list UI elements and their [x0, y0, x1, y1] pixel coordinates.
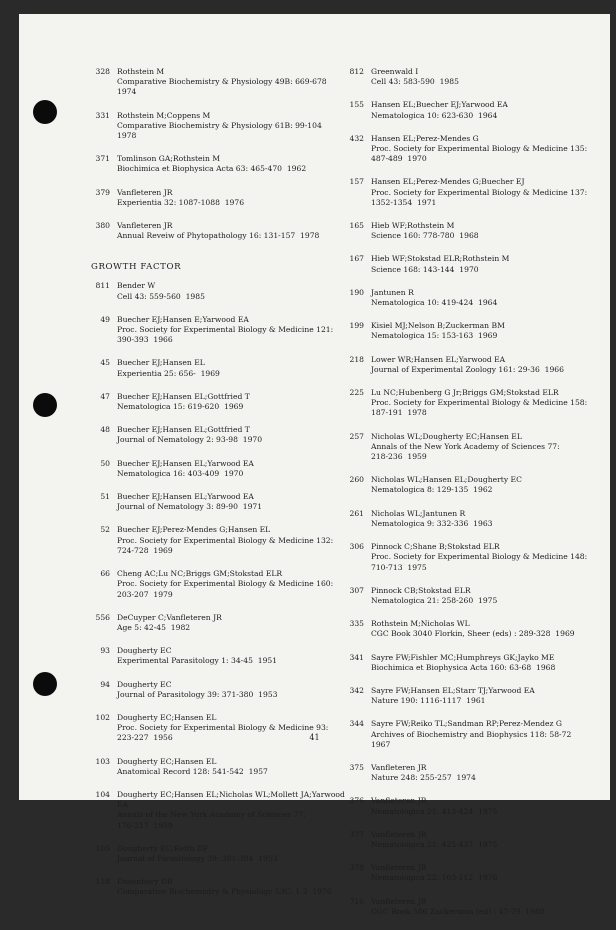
left-top-entry-list: [88, 67, 348, 241]
reference-entry: [342, 67, 604, 87]
reference-entry: [342, 432, 604, 463]
reference-number: 341: [349, 652, 364, 662]
reference-entry: [342, 288, 604, 308]
reference-citation: Archives of Biochemistry and Biophysics 118: 58-72: [371, 729, 572, 739]
reference-authors: Vanfleteren JR: [117, 221, 173, 231]
reference-number: 307: [349, 585, 364, 595]
reference-number: 811: [95, 281, 110, 291]
reference-authors: Dougherty EC: [117, 679, 172, 689]
reference-citation: Experientia 25: 656- 1969: [117, 368, 220, 378]
reference-number: 261: [349, 508, 364, 518]
reference-authors: Bender W: [117, 281, 156, 291]
reference-citation: Nematologica 15: 153-163 1969: [371, 331, 498, 341]
reference-authors: Buecher EJ;Hansen EL;Yarwood EA: [117, 458, 254, 468]
reference-entry: [88, 425, 348, 445]
reference-citation: Annual Reveiw of Phytopathology 16: 131-157 1978: [117, 231, 320, 241]
reference-entry: [88, 221, 348, 241]
reference-entry: [88, 525, 348, 556]
reference-entry: [88, 757, 348, 777]
reference-citation: Journal of Experimental Zoology 161: 29-36 1966: [371, 364, 564, 374]
reference-citation: Proc. Society for Experimental Biology & Medicine 121:: [117, 325, 334, 335]
reference-number: 47: [100, 391, 110, 401]
reference-number: 376: [349, 796, 364, 806]
reference-number: 342: [349, 685, 364, 695]
reference-citation: Cell 43: 559-560 1985: [117, 291, 205, 301]
reference-entry: [88, 569, 348, 600]
reference-number: 52: [100, 525, 110, 535]
reference-authors: Hieb WF;Stokstad ELR;Rothstein M: [371, 254, 510, 264]
reference-entry: [342, 134, 604, 165]
reference-entry: [342, 509, 604, 529]
reference-number: 716: [349, 896, 364, 906]
reference-authors: Vanfleteren JR: [371, 762, 427, 772]
punch-hole-top: [33, 100, 57, 124]
reference-citation: Proc. Society for Experimental Biology & Medicine 132:: [117, 535, 334, 545]
reference-entry: [88, 844, 348, 864]
reference-authors: Dougherty EC: [117, 646, 172, 656]
reference-number: 105: [95, 843, 110, 853]
reference-citation: 710-713 1975: [371, 562, 427, 572]
reference-citation: 1978: [117, 131, 137, 141]
reference-entry: [342, 619, 604, 639]
reference-number: 165: [349, 221, 364, 231]
document-page: [19, 14, 610, 916]
reference-citation: Journal of Nematology 2: 93-98 1970: [117, 435, 263, 445]
reference-authors: Nicholas WL;Jantunen R: [371, 508, 466, 518]
reference-entry: [342, 321, 604, 341]
reference-authors: Vanfleteren JR: [371, 796, 427, 806]
reference-citation: Science 168: 143-144 1970: [371, 264, 479, 274]
reference-entry: [88, 646, 348, 666]
reference-citation: Comparative Biochemistry & Physiology 53C: 1-2 1976: [117, 887, 332, 897]
reference-entry: [88, 877, 348, 897]
reference-number: 45: [100, 358, 110, 368]
reference-citation: 218-236 1959: [371, 452, 427, 462]
reference-authors: Pinnock CB;Stokstad ELR: [371, 585, 471, 595]
reference-authors: Greenwald I: [371, 67, 419, 76]
reference-number: 118: [95, 877, 110, 887]
reference-citation: Anatomical Record 128: 541-542 1957: [117, 766, 268, 776]
reference-citation: Experientia 32: 1087-1088 1976: [117, 197, 245, 207]
right-column: [342, 67, 604, 930]
reference-number: 48: [100, 425, 110, 435]
reference-number: 225: [349, 388, 364, 398]
reference-citation: 1352-1354 1971: [371, 197, 437, 207]
reference-citation: Annals of the New York Academy of Sciences 77:: [117, 810, 306, 820]
reference-citation: 203-207 1979: [117, 589, 173, 599]
reference-entry: [88, 492, 348, 512]
reference-authors: Cheng AC;Lu NC;Briggs GM;Stokstad ELR: [117, 569, 283, 579]
reference-number: 378: [349, 863, 364, 873]
reference-entry: [88, 315, 348, 346]
reference-number: 155: [349, 100, 364, 110]
reference-entry: [342, 475, 604, 495]
reference-authors: Vanfleteren JR: [371, 863, 427, 873]
reference-number: 157: [349, 177, 364, 187]
reference-citation: Nematologica 21: 425-437 1975: [371, 839, 498, 849]
reference-citation: Biochimica et Biophysica Acta 63: 465-470 1962: [117, 164, 307, 174]
reference-number: 66: [100, 569, 110, 579]
reference-entry: [88, 111, 348, 142]
reference-citation: Comparative Biochemistry & Physiology 49B: 669-678: [117, 77, 327, 87]
reference-citation: 1967: [371, 739, 391, 749]
reference-authors: Rothstein M;Coppens M: [117, 110, 211, 120]
reference-authors: Sayre FW;Hansen EL;Starr TJ;Yarwood EA: [371, 685, 535, 695]
reference-authors: Hansen EL;Perez-Mendes G;Buecher EJ: [371, 177, 525, 187]
reference-citation: Proc. Society for Experimental Biology & Medicine 148:: [371, 552, 588, 562]
reference-number: 331: [95, 110, 110, 120]
reference-entry: [88, 281, 348, 301]
reference-authors: Dougherty EC;Hansen EL;Nicholas WL;Mollett JA;Yarwood: [117, 789, 345, 799]
reference-authors: Lu NC;Hubenberg G Jr;Briggs GM;Stokstad ELR: [371, 388, 559, 398]
reference-entry: [88, 680, 348, 700]
reference-number: 344: [349, 719, 364, 729]
left-column: [88, 67, 348, 911]
reference-entry: [342, 586, 604, 606]
reference-citation: Journal of Parasitology 39: 371-380 1953: [117, 689, 278, 699]
reference-number: 51: [100, 492, 110, 502]
reference-authors: Pinnock C;Shane B;Stokstad ELR: [371, 542, 500, 552]
reference-citation: Nematologica 9: 332-336 1963: [371, 518, 493, 528]
punch-hole-bottom: [33, 672, 57, 696]
reference-citation: 176-217 1959: [117, 820, 173, 830]
reference-citation: 223-227 1956: [117, 733, 173, 743]
reference-number: 379: [95, 187, 110, 197]
reference-entry: [342, 763, 604, 783]
reference-authors: Dougherty EC;Keith DF: [117, 843, 209, 853]
reference-number: 335: [349, 619, 364, 629]
reference-number: 380: [95, 221, 110, 231]
reference-authors: Buecher EJ;Hansen EL: [117, 358, 205, 368]
reference-entry: [88, 459, 348, 479]
reference-authors: Rothstein M: [117, 67, 165, 76]
reference-number: 306: [349, 542, 364, 552]
reference-entry: [342, 653, 604, 673]
reference-citation: Age 5: 42-45 1982: [117, 622, 191, 632]
reference-number: 328: [95, 67, 110, 76]
reference-authors: Hieb WF;Rothstein M: [371, 221, 455, 231]
reference-number: 103: [95, 756, 110, 766]
reference-citation: Proc. Society for Experimental Biology & Medicine 135:: [371, 144, 588, 154]
right-entry-list: [342, 67, 604, 917]
reference-citation: Journal of Nematology 3: 89-90 1971: [117, 502, 263, 512]
reference-authors: Vanfleteren JR: [371, 829, 427, 839]
reference-entry: [342, 686, 604, 706]
reference-citation: 487-489 1970: [371, 154, 427, 164]
reference-citation: Nature 190: 1116-1117 1961: [371, 696, 486, 706]
reference-number: 199: [349, 321, 364, 331]
reference-number: 432: [349, 133, 364, 143]
reference-number: 50: [100, 458, 110, 468]
reference-number: 812: [349, 67, 364, 76]
section-heading: GROWTH FACTOR: [91, 262, 182, 273]
reference-citation: Biochimica et Biophysica Acta 160: 63-68 1968: [371, 662, 556, 672]
page-number: 41: [309, 733, 320, 742]
reference-number: 260: [349, 475, 364, 485]
reference-authors: Nicholas WL;Dougherty EC;Hansen EL: [371, 431, 522, 441]
reference-citation: CGC Book 586 Zuckerman (ed) : 47-79 1980: [371, 906, 545, 916]
reference-authors: Jantunen R: [371, 287, 414, 297]
reference-entry: [342, 796, 604, 816]
reference-authors: Vanfleteren JR: [371, 896, 427, 906]
reference-entry: [342, 830, 604, 850]
reference-citation: Experimental Parasitology 1: 34-45 1951: [117, 656, 278, 666]
reference-citation: Journal of Parasitology 39: 381-384 1953: [117, 853, 278, 863]
reference-citation: Nematologica 16: 403-409 1970: [117, 468, 244, 478]
reference-entry: [342, 863, 604, 883]
reference-number: 556: [95, 612, 110, 622]
reference-authors: Lower WR;Hansen EL;Yarwood EA: [371, 354, 506, 364]
reference-citation: Proc. Society for Experimental Biology & Medicine 160:: [117, 579, 334, 589]
reference-authors: Vanfleteren JR: [117, 187, 173, 197]
reference-entry: [88, 154, 348, 174]
reference-citation: Nematologica 10: 623-630 1964: [371, 110, 498, 120]
reference-entry: [88, 188, 348, 208]
reference-authors: Tomlinson GA;Rothstein M: [117, 154, 221, 164]
reference-number: 167: [349, 254, 364, 264]
reference-authors: Buecher EJ;Hansen EL;Gottfried T: [117, 425, 250, 435]
reference-citation: Proc. Society for Experimental Biology & Medicine 137:: [371, 187, 588, 197]
reference-number: 375: [349, 762, 364, 772]
reference-authors: Kisiel MJ;Nelson B;Zuckerman BM: [371, 321, 505, 331]
reference-authors: Nicholas WL;Hansen EL;Dougherty EC: [371, 475, 522, 485]
reference-authors: Buecher EJ;Hansen EL;Yarwood EA: [117, 492, 254, 502]
reference-citation: Annals of the New York Academy of Sciences 77:: [371, 441, 560, 451]
reference-entry: [342, 221, 604, 241]
reference-number: 371: [95, 154, 110, 164]
growth-factor-entry-list: [88, 281, 348, 897]
reference-citation: 187-191 1978: [371, 408, 427, 418]
reference-number: 49: [100, 314, 110, 324]
reference-entry: [88, 613, 348, 633]
reference-citation: Nematologica 21: 413-424 1975: [371, 806, 498, 816]
reference-citation: Science 160: 778-780 1968: [371, 231, 479, 241]
reference-citation: Nematologica 21: 258-260 1975: [371, 595, 498, 605]
reference-authors: DeCuyper C;Vanfleteren JR: [117, 612, 222, 622]
reference-authors: Rothstein M;Nicholas WL: [371, 619, 470, 629]
reference-entry: [342, 177, 604, 208]
reference-entry: [342, 355, 604, 375]
reference-citation: CGC Book 3040 Florkin, Sheer (eds) : 289-328 1969: [371, 629, 575, 639]
reference-authors: Buecher EJ;Hansen EL;Gottfried T: [117, 391, 250, 401]
reference-citation: Nematologica 10: 419-424 1964: [371, 298, 498, 308]
reference-citation: Nematologica 8: 129-135 1962: [371, 485, 493, 495]
reference-authors: Buecher EJ;Hansen E;Yarwood EA: [117, 314, 249, 324]
reference-number: 104: [95, 789, 110, 799]
reference-number: 102: [95, 712, 110, 722]
reference-citation: Proc. Society for Experimental Biology & Medicine 93:: [117, 723, 329, 733]
reference-number: 93: [100, 646, 110, 656]
reference-number: 190: [349, 287, 364, 297]
reference-entry: [88, 392, 348, 412]
reference-citation: EA: [117, 800, 129, 810]
reference-number: 377: [349, 829, 364, 839]
reference-entry: [88, 358, 348, 378]
reference-entry: [88, 67, 348, 98]
reference-authors: Dusenbery DB: [117, 877, 173, 887]
reference-entry: [342, 388, 604, 419]
reference-number: 94: [100, 679, 110, 689]
reference-authors: Hansen EL;Perez-Mendes G: [371, 133, 479, 143]
reference-citation: Nature 248: 255-257 1974: [371, 773, 476, 783]
reference-authors: Sayre FW;Fishler MC;Humphreys GK;Jayko ME: [371, 652, 555, 662]
reference-authors: Sayre FW;Reiko TL;Sandman RP;Perez-Mendez G: [371, 719, 562, 729]
reference-authors: Dougherty EC;Hansen EL: [117, 756, 217, 766]
reference-number: 257: [349, 431, 364, 441]
reference-citation: Proc. Society for Experimental Biology & Medicine 158:: [371, 398, 588, 408]
reference-entry: [342, 100, 604, 120]
reference-entry: [88, 790, 348, 831]
reference-citation: Comparative Biochemistry & Physiology 61B: 99-104: [117, 120, 322, 130]
reference-authors: Dougherty EC;Hansen EL: [117, 712, 217, 722]
reference-authors: Hansen EL;Buecher EJ;Yarwood EA: [371, 100, 508, 110]
reference-entry: [342, 542, 604, 573]
reference-citation: 390-393 1966: [117, 335, 173, 345]
reference-citation: 724-728 1969: [117, 545, 173, 555]
reference-citation: Cell 43: 583-590 1985: [371, 77, 459, 87]
reference-number: 218: [349, 354, 364, 364]
reference-entry: [342, 254, 604, 274]
reference-citation: 1974: [117, 87, 137, 97]
reference-citation: Nematologica 15: 619-620 1969: [117, 402, 244, 412]
reference-authors: Buecher EJ;Perez-Mendes G;Hansen EL: [117, 525, 271, 535]
reference-entry: [342, 897, 604, 917]
reference-citation: Nematologica 22: 103-112 1976: [371, 873, 498, 883]
punch-hole-middle: [33, 393, 57, 417]
